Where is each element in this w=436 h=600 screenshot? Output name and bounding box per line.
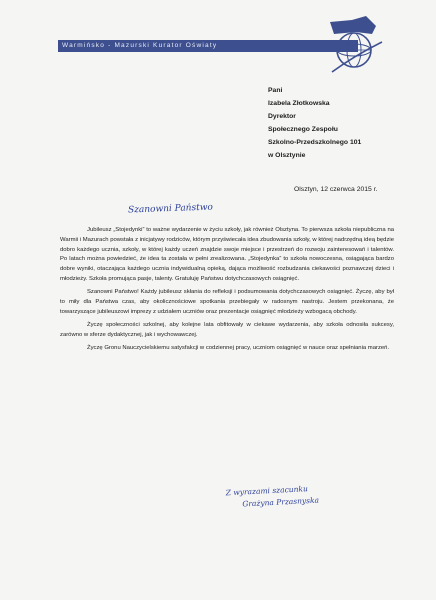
closing-phrase: Z wyrazami szacunku (225, 484, 309, 498)
recipient-address (268, 84, 361, 162)
recipient-institution-line1: Społecznego Zespołu (268, 126, 338, 133)
recipient-salutation: Pani (268, 87, 283, 94)
signature: Grażyna Przasnyska (242, 495, 320, 509)
handwritten-greeting: Szanowni Państwo (127, 202, 214, 216)
recipient-institution-line2: Szkolno-Przedszkolnego 101 (268, 139, 362, 146)
body-paragraph: Szanowni Państwo! Każdy jubileusz skłania do refleksji i podsumowania dotychczasowych osiągnięć. Życzę, aby był to miły dla Państwa czas, aby okolicznościowe spotkania przebiegały w radosnym nastroju. Jestem przekonana, że towarzyszące jubileuszowi imprezy z udziałem uczniów oraz prezentacje osiągnięć młodzieży wzbogacą obchody. (60, 289, 394, 315)
body-paragraph: Jubileusz „Stojedynki” to ważne wydarzenie w życiu szkoły, jak również Olsztyna. To pierwsza szkoła niepubliczna na Warmii i Mazurach powstała z inicjatywy rodziców, którym przyświecała idea zbudowania szkoły, w której nadrzędną ideą będzie dobro każdego ucznia, szkoły, w której każdy uczeń znajdzie swoje miejsce i przestrzeń do rozwoju zainteresowań i talentów. Po latach można powiedzieć, że idea ta została w pełni zrealizowana. „Stojedynka” to szkoła nowoczesna, osiągająca bardzo dobre wyniki, otaczająca każdego ucznia indywidualną opieką, dająca możliwość rozbudzania ciekawości poznawczej dzieci i młodzieży. Szkoła promująca pasje, talenty. Gratuluję Państwu dotychczasowych osiągnięć. (60, 227, 394, 282)
letter-body (60, 226, 394, 358)
recipient-position: Dyrektor (268, 113, 296, 120)
body-paragraph: Życzę społeczności szkolnej, aby kolejne lata obfitowały w ciekawe wydarzenia, aby szkoła odnosiła sukcesy, zarówno w sferze dydaktycznej, jak i wychowawczej. (60, 322, 394, 338)
globe-map-logo (312, 12, 390, 80)
letter-date: Olsztyn, 12 czerwca 2015 r. (294, 186, 378, 193)
recipient-name: Izabela Złotkowska (268, 100, 330, 107)
body-paragraph: Życzę Gronu Nauczycielskiemu satysfakcji w codziennej pracy, uczniom osiągnięć w nauce oraz spełniania marzeń. (87, 345, 390, 352)
handwritten-closing (225, 481, 356, 512)
letterhead-organization: Warmińsko - Mazurski Kurator Oświaty (62, 42, 218, 49)
recipient-city: w Olsztynie (268, 152, 306, 159)
